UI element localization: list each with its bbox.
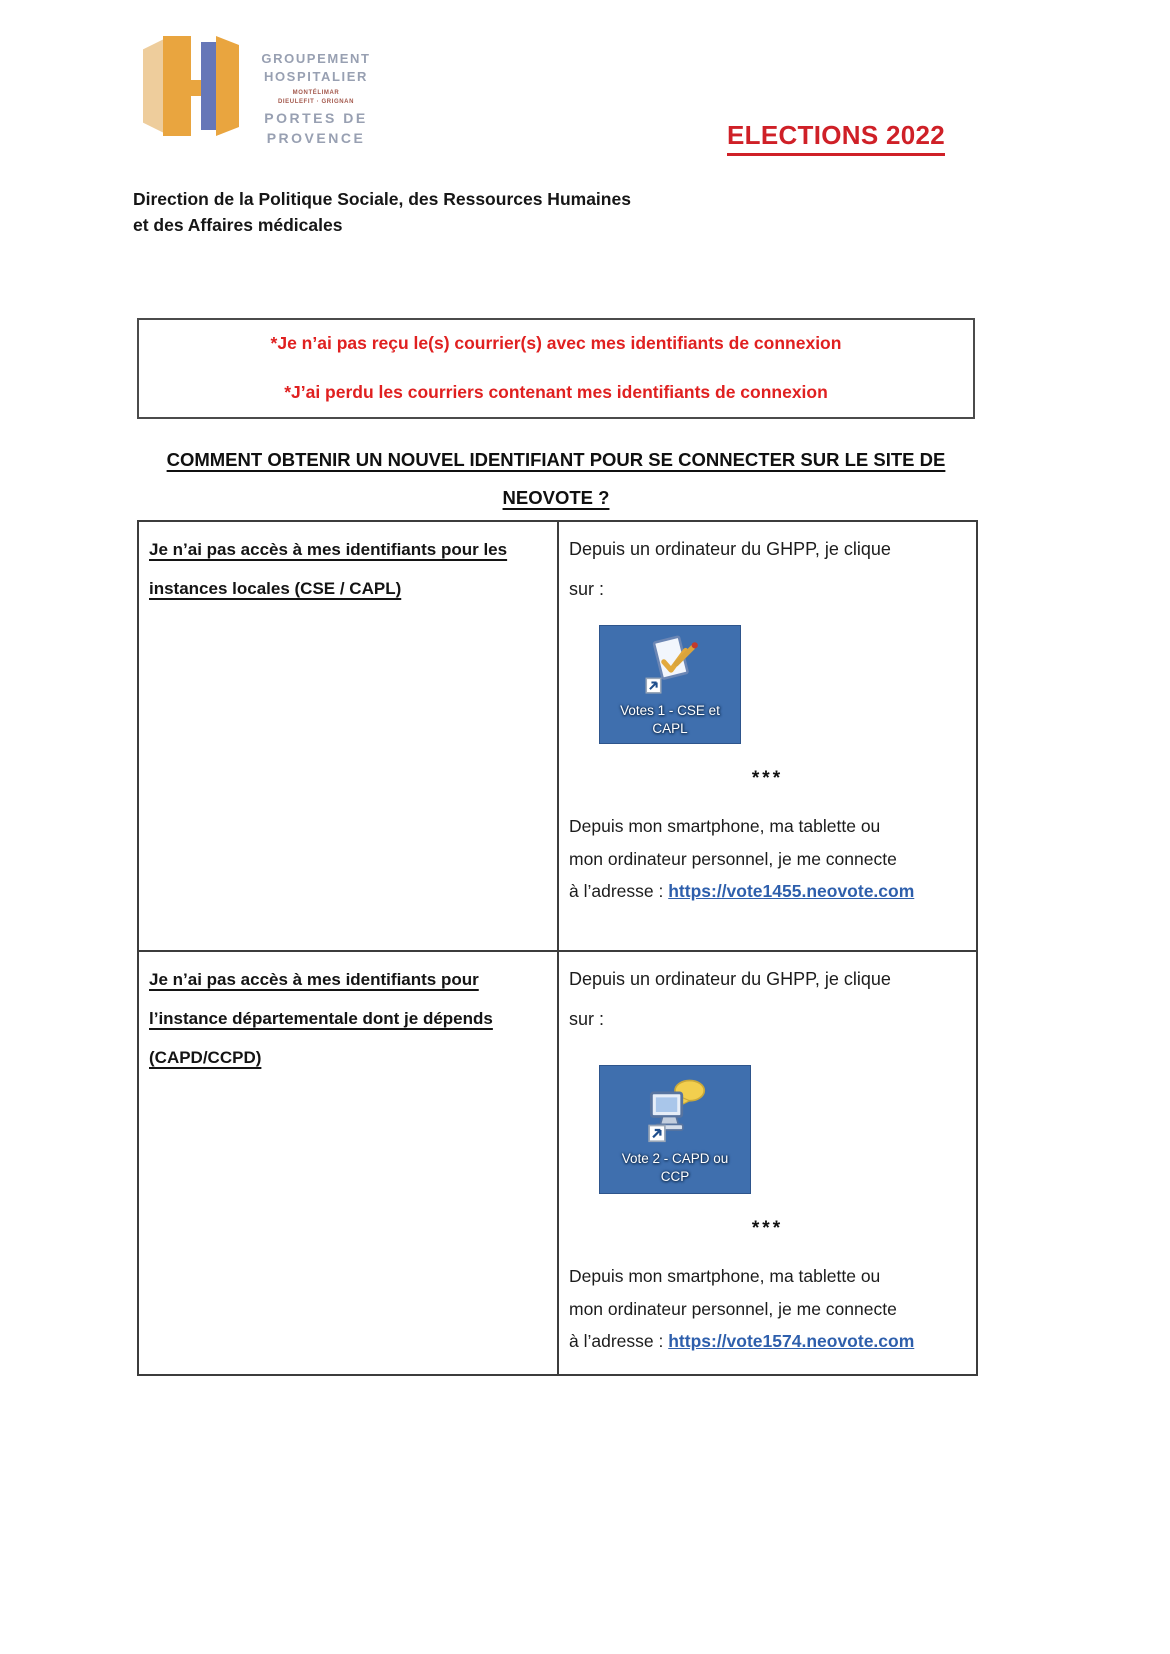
department-line2: et des Affaires médicales xyxy=(133,215,343,236)
logo-small-line2: DIEULEFIT · GRIGNAN xyxy=(277,99,355,106)
question-line: l’instance départementale dont je dépends xyxy=(149,1009,493,1029)
logo-shape-crossbar xyxy=(191,80,201,96)
logo-text xyxy=(257,36,375,149)
logo-org-line1: GROUPEMENT xyxy=(261,51,371,66)
desktop-icon-label-line2: CAPL xyxy=(652,720,688,736)
separator-stars: *** xyxy=(751,768,784,790)
question-line: Je n’ai pas accès à mes identifiants pour les xyxy=(149,540,508,559)
answer-cell-capd-ccpd xyxy=(558,951,977,1375)
computer-instruction-line1: Depuis un ordinateur du GHPP, je clique xyxy=(569,969,891,989)
elections-title: ELECTIONS 2022 xyxy=(727,120,945,156)
address-label: à l’adresse : xyxy=(569,881,664,902)
desktop-icon-label-line1: Votes 1 - CSE et xyxy=(620,703,720,719)
neovote-link-vote1574[interactable]: https://vote1574.neovote.com xyxy=(668,1331,915,1352)
ballot-checkmark-pencil-icon xyxy=(637,634,703,700)
department-title xyxy=(133,186,631,239)
computer-instruction-line2: sur : xyxy=(569,578,605,599)
desktop-icon-label-line1: Vote 2 - CAPD ou xyxy=(621,1151,729,1167)
smartphone-line3 xyxy=(569,1325,966,1357)
table-row-cse-capl xyxy=(138,521,977,951)
smartphone-line2: mon ordinateur personnel, je me connecte xyxy=(569,848,897,869)
notice-line-2: *J’ai perdu les courriers contenant mes identifiants de connexion xyxy=(284,382,828,402)
logo-shape-face xyxy=(143,39,164,133)
separator-stars: *** xyxy=(751,1218,784,1240)
logo-shape-orange-bar-left xyxy=(163,36,191,136)
question-heading-line2: NEOVOTE ? xyxy=(502,486,610,508)
notice-line-1: *Je n’ai pas reçu le(s) courrier(s) avec mes identifiants de connexion xyxy=(270,333,842,353)
logo-shape-blue-bar xyxy=(201,42,216,130)
smartphone-line2: mon ordinateur personnel, je me connecte xyxy=(569,1298,897,1319)
question-heading xyxy=(137,441,975,517)
hospital-logo xyxy=(143,36,375,149)
question-line: Je n’ai pas accès à mes identifiants pour xyxy=(149,970,479,989)
question-cell-capd-ccpd xyxy=(138,951,558,1375)
question-cell-cse-capl xyxy=(138,521,558,951)
logo-small-line1: MONTÉLIMAR xyxy=(292,90,340,97)
hospital-h-logo-icon xyxy=(143,36,239,136)
logo-org-line2: HOSPITALIER xyxy=(263,69,369,85)
address-label: à l’adresse : xyxy=(569,1331,664,1352)
computer-speech-bubble-icon xyxy=(639,1076,711,1148)
neovote-link-vote1455[interactable]: https://vote1455.neovote.com xyxy=(668,881,915,902)
smartphone-line1: Depuis mon smartphone, ma tablette ou xyxy=(569,816,881,837)
notice-box xyxy=(137,318,975,419)
logo-shape-orange-bar-right xyxy=(216,36,239,136)
table-row-capd-ccpd xyxy=(138,951,977,1375)
desktop-shortcut-votes1-screenshot xyxy=(599,625,741,744)
question-heading-line1: COMMENT OBTENIR UN NOUVEL IDENTIFIANT POUR SE CONNECTER SUR LE SITE DE xyxy=(166,449,946,470)
computer-instruction-line2: sur : xyxy=(569,1008,605,1029)
logo-name-line1: PORTES DE xyxy=(264,110,368,127)
desktop-shortcut-vote2-screenshot xyxy=(599,1065,751,1194)
smartphone-instruction xyxy=(569,1260,966,1357)
logo-name-line2: PROVENCE xyxy=(266,129,366,146)
smartphone-instruction xyxy=(569,810,966,907)
instructions-table xyxy=(137,520,978,1376)
smartphone-line1: Depuis mon smartphone, ma tablette ou xyxy=(569,1266,881,1287)
question-line: (CAPD/CCPD) xyxy=(149,1048,262,1068)
smartphone-line3 xyxy=(569,875,966,907)
desktop-icon-label-line2: CCP xyxy=(660,1168,690,1184)
computer-instruction-line1: Depuis un ordinateur du GHPP, je clique xyxy=(569,539,891,559)
department-line1: Direction de la Politique Sociale, des Ressources Humaines xyxy=(133,189,631,209)
question-line: instances locales (CSE / CAPL) xyxy=(149,579,402,599)
answer-cell-cse-capl xyxy=(558,521,977,951)
